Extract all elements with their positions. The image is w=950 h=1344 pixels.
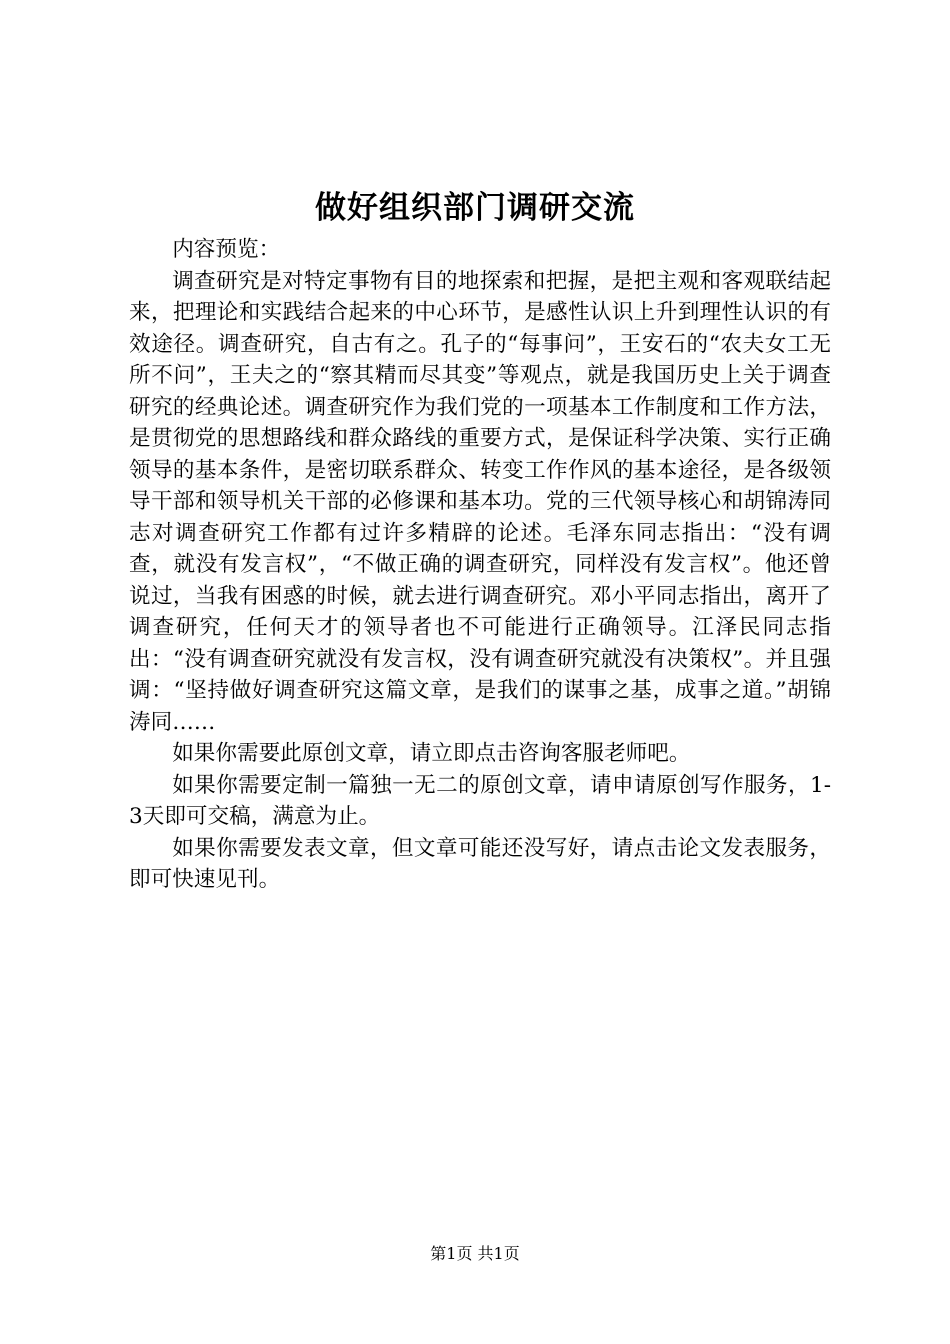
preview-label: 内容预览： bbox=[172, 237, 281, 262]
publishing-service-paragraph: 如果你需要发表文章，但文章可能还没写好，请点击论文发表服务，即可快速见刊。 bbox=[129, 835, 831, 892]
page-footer: 第1页 共1页 bbox=[430, 1244, 520, 1263]
custom-writing-paragraph: 如果你需要定制一篇独一无二的原创文章，请申请原创写作服务，1-3天即可交稿，满意为止。 bbox=[129, 772, 831, 829]
document-title: 做好组织部门调研交流 bbox=[315, 190, 635, 226]
consult-service-paragraph: 如果你需要此原创文章，请立即点击咨询客服老师吧。 bbox=[172, 741, 691, 766]
document-body bbox=[129, 234, 831, 896]
body-paragraph: 调查研究是对特定事物有目的地探索和把握，是把主观和客观联结起来，把理论和实践结合起来的中心环节，是感性认识上升到理性认识的有效途径。调查研究，自古有之。孔子的“每事问”，王安石的“农夫女工无所不问”，王夫之的“察其精而尽其变”等观点，就是我国历史上关于调查研究的经典论述。调查研究作为我们党的一项基本工作制度和工作方法，是贯彻党的思想路线和群众路线的重要方式，是保证科学决策、实行正确领导的基本条件，是密切联系群众、转变工作作风的基本途径，是各级领导干部和领导机关干部的必修课和基本功。党的三代领导核心和胡锦涛同志对调查研究工作都有过许多精辟的论述。毛泽东同志指出：“没有调查，就没有发言权”，“不做正确的调查研究，同样没有发言权”。他还曾说过，当我有困惑的时候，就去进行调查研究。邓小平同志指出，离开了调查研究，任何天才的领导者也不可能进行正确领导。江泽民同志指出：“没有调查研究就没有发言权，没有调查研究就没有决策权”。并且强调：“坚持做好调查研究这篇文章，是我们的谋事之基，成事之道。”胡锦涛同…… bbox=[129, 268, 831, 735]
